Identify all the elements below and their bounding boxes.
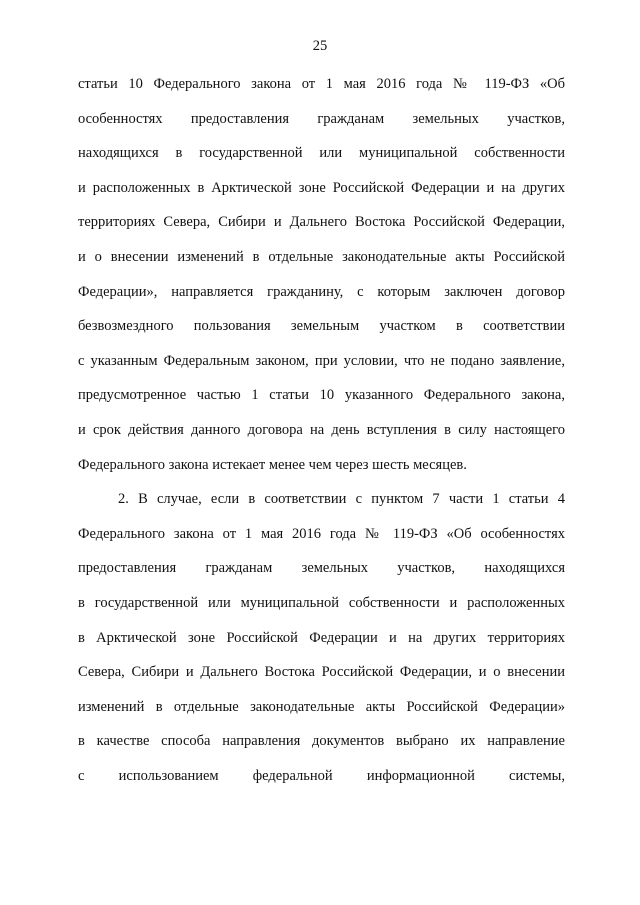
text-line: предоставления гражданам земельных участков, находящихся xyxy=(78,560,565,577)
text-line: особенностях предоставления гражданам земельных участков, xyxy=(78,110,565,127)
text-line: с использованием федеральной информационной системы, xyxy=(78,767,565,784)
text-line: Федерации», направляется гражданину, с которым заключен договор xyxy=(78,283,565,300)
text-line: Севера, Сибири и Дальнего Востока Российской Федерации, и о внесении xyxy=(78,664,565,681)
text-line: и о внесении изменений в отдельные законодательные акты Российской xyxy=(78,248,565,265)
body-text xyxy=(78,74,565,800)
text-line: статьи 10 Федерального закона от 1 мая 2016 года № 119-ФЗ «Об xyxy=(78,76,565,92)
text-line: находящихся в государственной или муниципальной собственности xyxy=(78,145,565,162)
text-line: в Арктической зоне Российской Федерации и на других территориях xyxy=(78,629,565,646)
text-line: предусмотренное частью 1 статьи 10 указанного Федерального закона, xyxy=(78,387,565,404)
text-line: в государственной или муниципальной собственности и расположенных xyxy=(78,594,565,611)
text-line: безвозмездного пользования земельным участком в соответствии xyxy=(78,318,565,335)
paragraph-start-line: 2. В случае, если в соответствии с пунктом 7 части 1 статьи 4 xyxy=(118,491,565,508)
text-line: с указанным Федеральным законом, при условии, что не подано заявление, xyxy=(78,352,565,369)
text-line: территориях Севера, Сибири и Дальнего Востока Российской Федерации, xyxy=(78,214,565,231)
paragraph-end-line: Федерального закона истекает менее чем через шесть месяцев. xyxy=(78,456,467,473)
text-line: в качестве способа направления документов выбрано их направление xyxy=(78,733,565,750)
text-line: и расположенных в Арктической зоне Российской Федерации и на других xyxy=(78,179,565,196)
text-line: Федерального закона от 1 мая 2016 года № 119-ФЗ «Об особенностях xyxy=(78,525,565,542)
text-line: и срок действия данного договора на день вступления в силу настоящего xyxy=(78,421,565,438)
text-line: изменений в отдельные законодательные акты Российской Федерации» xyxy=(78,698,565,715)
page-number: 25 xyxy=(312,38,328,54)
